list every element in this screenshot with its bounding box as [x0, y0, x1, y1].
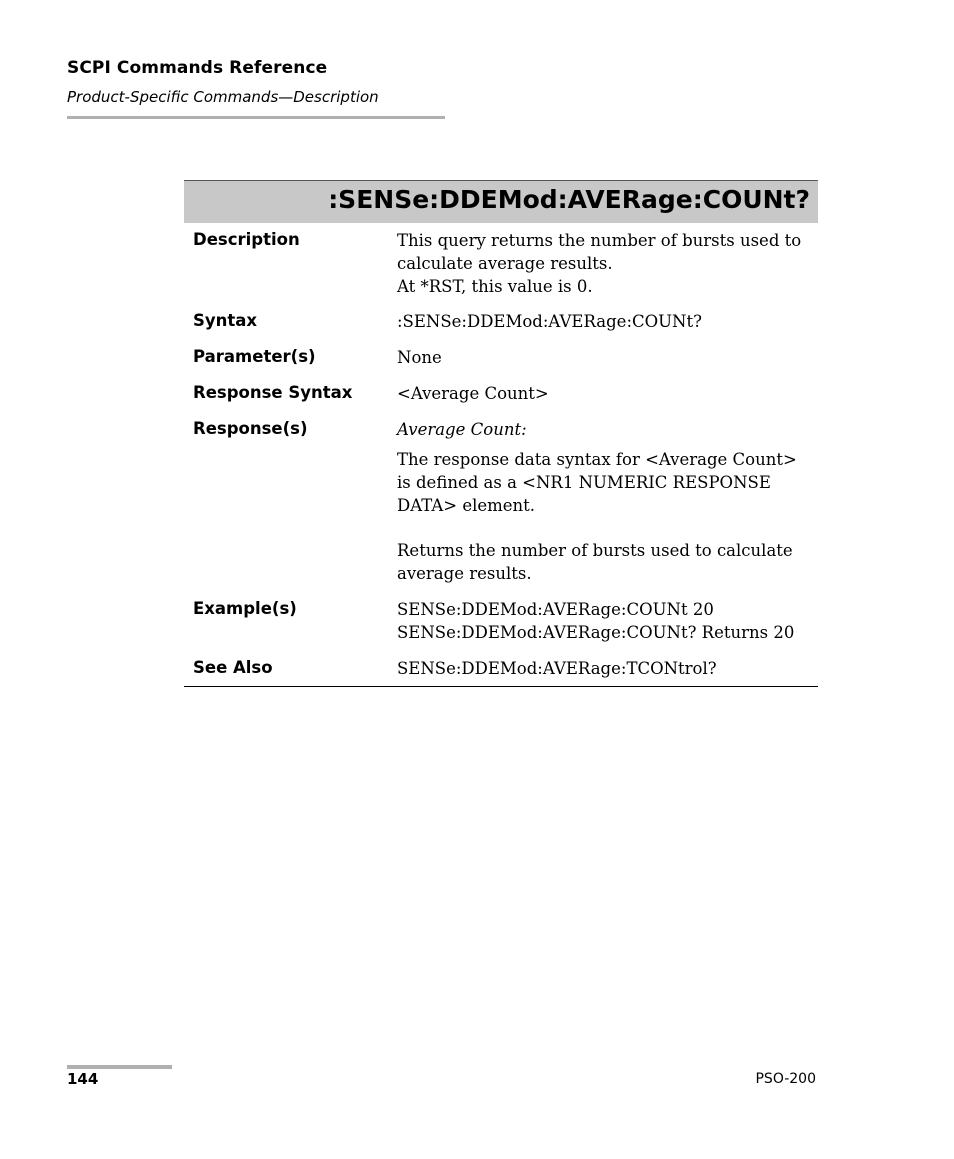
- description-line: At *RST, this value is 0.: [397, 277, 593, 296]
- header-divider: [67, 116, 445, 119]
- response-returns: [397, 539, 812, 585]
- response-line: Returns the number of bursts used to calculate: [397, 541, 793, 560]
- responses-label: Response(s): [193, 419, 308, 438]
- response-description: [397, 448, 812, 517]
- example-line: SENSe:DDEMod:AVERage:COUNt? Returns 20: [397, 623, 795, 642]
- see-also-label: See Also: [193, 658, 273, 677]
- product-name: PSO-200: [755, 1071, 816, 1087]
- parameters-label: Parameter(s): [193, 347, 316, 366]
- footer-divider: [67, 1065, 172, 1069]
- response-line: average results.: [397, 564, 532, 583]
- description-line: This query returns the number of bursts used to: [397, 231, 802, 250]
- table-bottom-rule: [184, 686, 818, 687]
- response-line: The response data syntax for <Average Count>: [397, 450, 797, 469]
- response-line: is defined as a <NR1 NUMERIC RESPONSE: [397, 473, 771, 492]
- see-also-value: SENSe:DDEMod:AVERage:TCONtrol?: [397, 659, 717, 678]
- syntax-value: :SENSe:DDEMod:AVERage:COUNt?: [397, 312, 702, 331]
- response-syntax-label: Response Syntax: [193, 383, 353, 402]
- description-label: Description: [193, 230, 300, 249]
- command-title: :SENSe:DDEMod:AVERage:COUNt?: [328, 185, 810, 214]
- section-title: SCPI Commands Reference: [67, 58, 328, 78]
- response-syntax-value: <Average Count>: [397, 384, 549, 403]
- description-line: calculate average results.: [397, 254, 613, 273]
- description-value: [397, 229, 812, 298]
- response-name: Average Count:: [397, 420, 527, 439]
- parameters-value: None: [397, 348, 442, 367]
- section-subtitle: Product-Specific Commands—Description: [67, 88, 379, 106]
- examples-label: Example(s): [193, 599, 297, 618]
- command-title-bar: [184, 180, 818, 223]
- example-line: SENSe:DDEMod:AVERage:COUNt 20: [397, 600, 714, 619]
- syntax-label: Syntax: [193, 311, 258, 330]
- examples-value: [397, 598, 812, 644]
- page-number: 144: [67, 1070, 99, 1088]
- response-line: DATA> element.: [397, 496, 536, 515]
